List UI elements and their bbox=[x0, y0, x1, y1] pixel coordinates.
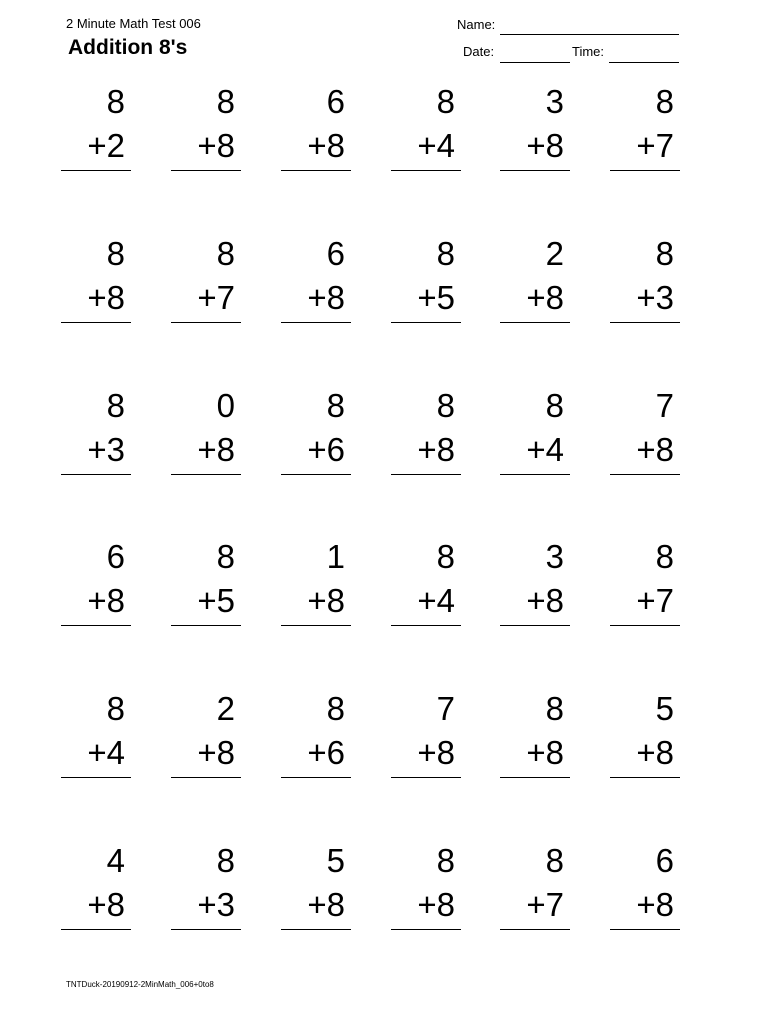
answer-line[interactable] bbox=[171, 474, 241, 475]
addend-bottom: +8 bbox=[526, 127, 564, 164]
answer-line[interactable] bbox=[391, 474, 461, 475]
problem-r4-c2 bbox=[171, 538, 241, 688]
addend-top: 8 bbox=[436, 842, 455, 879]
answer-line[interactable] bbox=[610, 929, 680, 930]
addend-top: 8 bbox=[326, 387, 345, 424]
addend-top: 5 bbox=[655, 690, 674, 727]
worksheet-subtitle: 2 Minute Math Test 006 bbox=[66, 16, 201, 31]
addend-bottom: +4 bbox=[526, 431, 564, 468]
answer-line[interactable] bbox=[500, 170, 570, 171]
addend-bottom: +8 bbox=[87, 886, 125, 923]
addend-bottom: +6 bbox=[307, 734, 345, 771]
addend-bottom: +8 bbox=[197, 734, 235, 771]
problem-r6-c6 bbox=[610, 842, 680, 992]
date-label: Date: bbox=[463, 44, 495, 59]
problem-r1-c4 bbox=[391, 83, 461, 233]
addend-bottom: +8 bbox=[526, 279, 564, 316]
addend-bottom: +3 bbox=[87, 431, 125, 468]
answer-line[interactable] bbox=[281, 929, 351, 930]
addend-bottom: +8 bbox=[197, 431, 235, 468]
problem-r2-c6 bbox=[610, 235, 680, 385]
addend-bottom: +8 bbox=[526, 582, 564, 619]
addend-top: 3 bbox=[545, 83, 564, 120]
addend-top: 2 bbox=[216, 690, 235, 727]
addend-top: 8 bbox=[326, 690, 345, 727]
answer-line[interactable] bbox=[281, 170, 351, 171]
addend-bottom: +8 bbox=[417, 886, 455, 923]
problem-r5-c6 bbox=[610, 690, 680, 840]
name-label: Name: bbox=[457, 17, 496, 32]
problem-r4-c3 bbox=[281, 538, 351, 688]
answer-line[interactable] bbox=[171, 777, 241, 778]
addend-bottom: +6 bbox=[307, 431, 345, 468]
answer-line[interactable] bbox=[500, 474, 570, 475]
problem-r5-c2 bbox=[171, 690, 241, 840]
addend-top: 1 bbox=[326, 538, 345, 575]
addend-top: 6 bbox=[106, 538, 125, 575]
answer-line[interactable] bbox=[281, 777, 351, 778]
problem-r1-c3 bbox=[281, 83, 351, 233]
answer-line[interactable] bbox=[61, 625, 131, 626]
problem-r4-c5 bbox=[500, 538, 570, 688]
addend-bottom: +8 bbox=[307, 886, 345, 923]
problem-r1-c2 bbox=[171, 83, 241, 233]
addend-bottom: +8 bbox=[87, 582, 125, 619]
answer-line[interactable] bbox=[391, 322, 461, 323]
addend-top: 5 bbox=[326, 842, 345, 879]
addend-bottom: +8 bbox=[417, 734, 455, 771]
answer-line[interactable] bbox=[500, 322, 570, 323]
answer-line[interactable] bbox=[500, 777, 570, 778]
worksheet-title: Addition 8's bbox=[68, 36, 188, 59]
problem-r5-c3 bbox=[281, 690, 351, 840]
answer-line[interactable] bbox=[61, 929, 131, 930]
addend-bottom: +8 bbox=[417, 431, 455, 468]
addend-bottom: +8 bbox=[197, 127, 235, 164]
addend-top: 8 bbox=[545, 842, 564, 879]
addend-top: 6 bbox=[655, 842, 674, 879]
footer-code: TNTDuck-20190912-2MinMath_006+0to8 bbox=[66, 980, 214, 989]
problem-r3-c2 bbox=[171, 387, 241, 537]
answer-line[interactable] bbox=[61, 322, 131, 323]
addend-bottom: +5 bbox=[417, 279, 455, 316]
addend-top: 8 bbox=[655, 83, 674, 120]
problem-r2-c1 bbox=[61, 235, 131, 385]
problem-r2-c3 bbox=[281, 235, 351, 385]
addend-top: 8 bbox=[106, 690, 125, 727]
answer-line[interactable] bbox=[610, 170, 680, 171]
addend-bottom: +8 bbox=[636, 886, 674, 923]
addend-top: 2 bbox=[545, 235, 564, 272]
addend-top: 3 bbox=[545, 538, 564, 575]
addend-top: 8 bbox=[436, 83, 455, 120]
addend-top: 8 bbox=[436, 387, 455, 424]
addend-bottom: +8 bbox=[307, 127, 345, 164]
problem-r4-c1 bbox=[61, 538, 131, 688]
addend-top: 6 bbox=[326, 235, 345, 272]
addend-top: 8 bbox=[545, 387, 564, 424]
answer-line[interactable] bbox=[281, 625, 351, 626]
date-field-line[interactable] bbox=[500, 62, 570, 63]
problem-r4-c6 bbox=[610, 538, 680, 688]
addend-bottom: +3 bbox=[197, 886, 235, 923]
answer-line[interactable] bbox=[171, 625, 241, 626]
answer-line[interactable] bbox=[391, 170, 461, 171]
problem-r3-c1 bbox=[61, 387, 131, 537]
answer-line[interactable] bbox=[610, 474, 680, 475]
problem-r2-c2 bbox=[171, 235, 241, 385]
addend-top: 8 bbox=[436, 538, 455, 575]
addend-bottom: +4 bbox=[417, 127, 455, 164]
problem-r4-c4 bbox=[391, 538, 461, 688]
answer-line[interactable] bbox=[61, 474, 131, 475]
problem-r3-c6 bbox=[610, 387, 680, 537]
problem-r6-c3 bbox=[281, 842, 351, 992]
addend-bottom: +5 bbox=[197, 582, 235, 619]
answer-line[interactable] bbox=[61, 170, 131, 171]
answer-line[interactable] bbox=[391, 777, 461, 778]
addend-top: 8 bbox=[655, 538, 674, 575]
answer-line[interactable] bbox=[610, 625, 680, 626]
problem-r5-c5 bbox=[500, 690, 570, 840]
problem-r1-c5 bbox=[500, 83, 570, 233]
answer-line[interactable] bbox=[61, 777, 131, 778]
addend-top: 8 bbox=[545, 690, 564, 727]
addend-top: 8 bbox=[216, 83, 235, 120]
name-field-line[interactable] bbox=[500, 34, 679, 35]
addend-top: 8 bbox=[106, 387, 125, 424]
answer-line[interactable] bbox=[391, 929, 461, 930]
addend-bottom: +7 bbox=[197, 279, 235, 316]
problem-r2-c5 bbox=[500, 235, 570, 385]
addend-bottom: +8 bbox=[636, 734, 674, 771]
addend-top: 8 bbox=[106, 235, 125, 272]
problem-r3-c3 bbox=[281, 387, 351, 537]
answer-line[interactable] bbox=[391, 625, 461, 626]
addend-top: 8 bbox=[106, 83, 125, 120]
addend-bottom: +8 bbox=[636, 431, 674, 468]
problem-r6-c5 bbox=[500, 842, 570, 992]
addend-bottom: +7 bbox=[636, 582, 674, 619]
answer-line[interactable] bbox=[171, 170, 241, 171]
answer-line[interactable] bbox=[281, 322, 351, 323]
addend-top: 6 bbox=[326, 83, 345, 120]
addend-top: 8 bbox=[216, 842, 235, 879]
addend-top: 8 bbox=[216, 235, 235, 272]
problem-r3-c5 bbox=[500, 387, 570, 537]
addend-bottom: +4 bbox=[87, 734, 125, 771]
addend-top: 7 bbox=[436, 690, 455, 727]
problem-r6-c2 bbox=[171, 842, 241, 992]
answer-line[interactable] bbox=[500, 625, 570, 626]
addend-bottom: +8 bbox=[307, 279, 345, 316]
problem-r2-c4 bbox=[391, 235, 461, 385]
addend-bottom: +7 bbox=[526, 886, 564, 923]
addend-bottom: +8 bbox=[307, 582, 345, 619]
addend-bottom: +2 bbox=[87, 127, 125, 164]
addend-bottom: +7 bbox=[636, 127, 674, 164]
answer-line[interactable] bbox=[171, 929, 241, 930]
answer-line[interactable] bbox=[500, 929, 570, 930]
addend-top: 0 bbox=[216, 387, 235, 424]
answer-line[interactable] bbox=[171, 322, 241, 323]
problem-r1-c1 bbox=[61, 83, 131, 233]
problem-r6-c4 bbox=[391, 842, 461, 992]
time-field-line[interactable] bbox=[609, 62, 679, 63]
addend-top: 4 bbox=[106, 842, 125, 879]
addend-top: 8 bbox=[216, 538, 235, 575]
problem-r1-c6 bbox=[610, 83, 680, 233]
addend-top: 8 bbox=[436, 235, 455, 272]
answer-line[interactable] bbox=[610, 322, 680, 323]
answer-line[interactable] bbox=[281, 474, 351, 475]
problem-r5-c1 bbox=[61, 690, 131, 840]
problem-r6-c1 bbox=[61, 842, 131, 992]
addend-bottom: +8 bbox=[87, 279, 125, 316]
addend-top: 7 bbox=[655, 387, 674, 424]
addend-bottom: +8 bbox=[526, 734, 564, 771]
problem-r5-c4 bbox=[391, 690, 461, 840]
answer-line[interactable] bbox=[610, 777, 680, 778]
addend-bottom: +4 bbox=[417, 582, 455, 619]
problem-r3-c4 bbox=[391, 387, 461, 537]
time-label: Time: bbox=[572, 44, 605, 59]
addend-top: 8 bbox=[655, 235, 674, 272]
addend-bottom: +3 bbox=[636, 279, 674, 316]
